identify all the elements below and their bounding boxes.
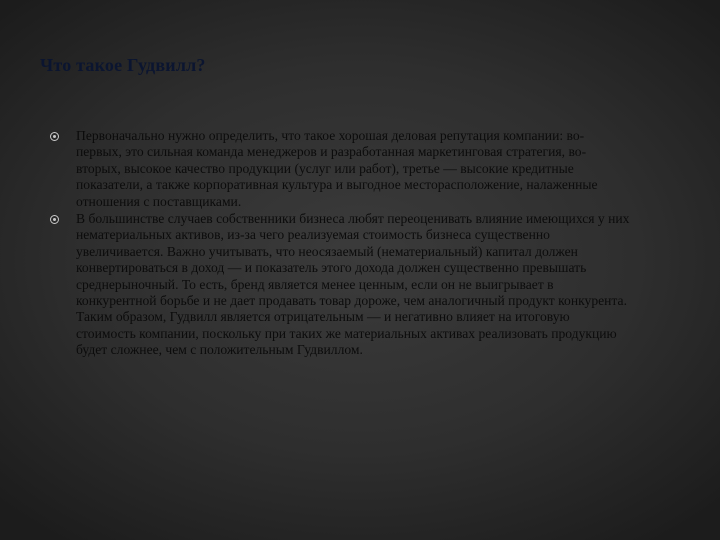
slide-content <box>50 128 630 360</box>
bullet-text: В большинстве случаев собственники бизнеса любят переоценивать влияние имеющихся у них нематериальных активов, из-за чего реализуемая стоимость бизнеса существенно увеличивается. Важно учитывать, что неосязаемый (нематериальный) капитал должен конвертироваться в доход — и показатель этого дохода должен существенно превышать среднерыночный. То есть, бренд является менее ценным, если он не выигрывает в конкурентной борьбе и не дает продавать товар дороже, чем аналогичный продукт конкурента. Таким образом, Гудвилл является отрицательным — и негативно влияет на итоговую стоимость компании, поскольку при таких же материальных активах реализовать продукцию будет сложнее, чем с положительным Гудвиллом. <box>76 211 630 358</box>
bullet-item <box>50 128 630 210</box>
circle-bullet-icon <box>50 215 59 224</box>
slide-title: Что такое Гудвилл? <box>40 55 206 75</box>
circle-bullet-icon <box>50 132 59 141</box>
bullet-text: Первоначально нужно определить, что такое хорошая деловая репутация компании: во-первых, это сильная команда менеджеров и разработанная маркетинговая стратегия, во-вторых, высокое качество продукции (услуг или работ), третье — высокие кредитные показатели, а также корпоративная культура и выгодное месторасположение, налаженные отношения с поставщиками. <box>76 128 598 209</box>
bullet-item <box>50 211 630 359</box>
